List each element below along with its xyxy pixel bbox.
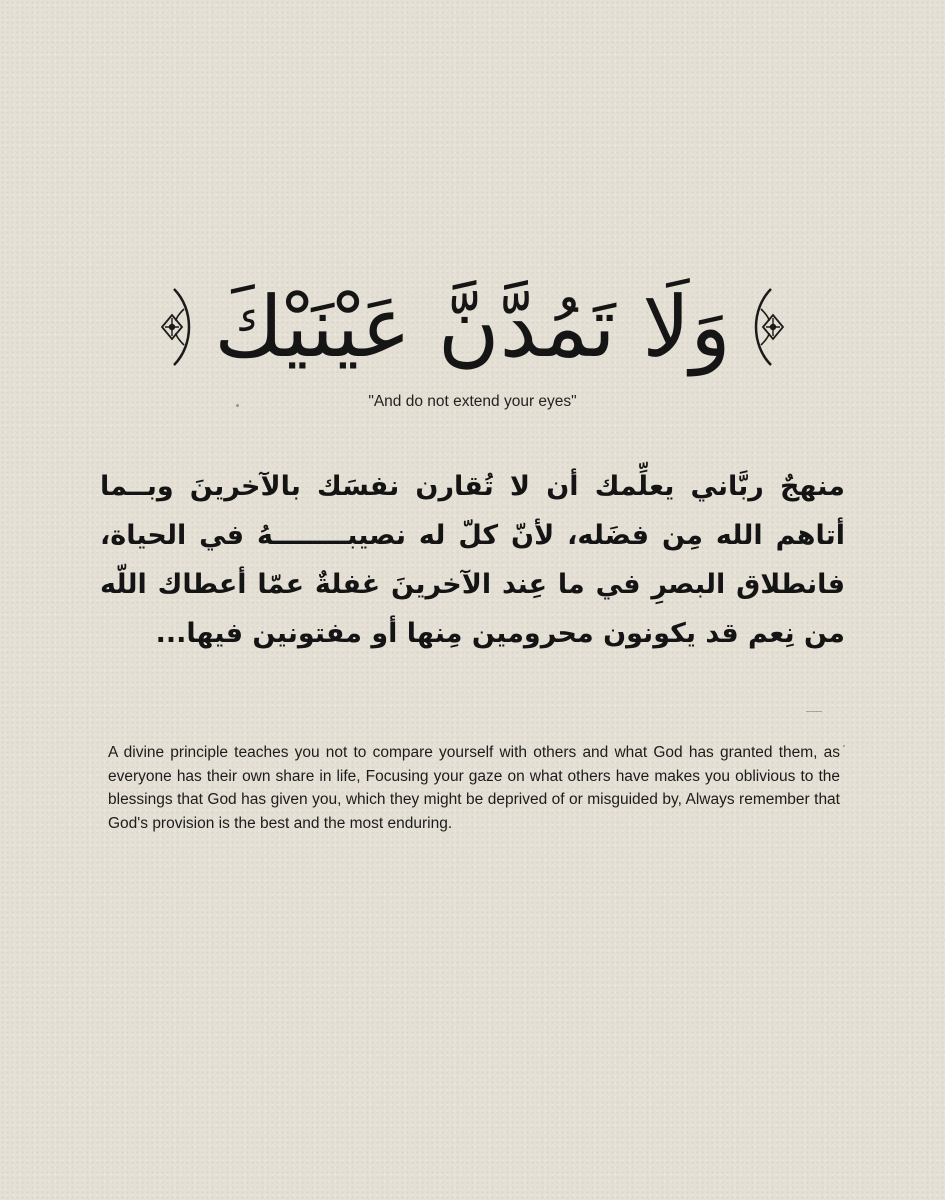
arabic-paragraph: منهجٌ ربَّاني يعلِّمك أن لا تُقارن نفسَك بالآخرينَ وبــما أتاهم الله مِن فضَله، لأنّ كلّ له نصيبــــــــهُ في الحياة، فانطلاق البصرِ في ما عِند الآخرينَ غفلةٌ عمّا أعطاك اللّه من نِعم قد يكونون محرومين مِنها أو مفتونين فيها... bbox=[100, 471, 845, 649]
english-paragraph: A divine principle teaches you not to compare yourself with others and what God has granted them, as everyone has their own share in life, Focusing your gaze on what others have makes you oblivious to the blessings that God has given you, which they might be deprived of or misguided by, Always remember that God's provision is the best and the most enduring. bbox=[108, 744, 840, 832]
paper-mark bbox=[806, 711, 822, 712]
verse-heading bbox=[0, 262, 945, 392]
paper-speck bbox=[236, 404, 239, 407]
verse-translation: "And do not extend your eyes" bbox=[368, 393, 577, 410]
ornament-left-icon bbox=[158, 282, 206, 372]
paper-speck bbox=[843, 745, 845, 747]
verse-arabic: وَلَا تَمُدَّنَّ عَيْنَيْكَ bbox=[214, 277, 731, 376]
ornament-right-icon bbox=[739, 282, 787, 372]
